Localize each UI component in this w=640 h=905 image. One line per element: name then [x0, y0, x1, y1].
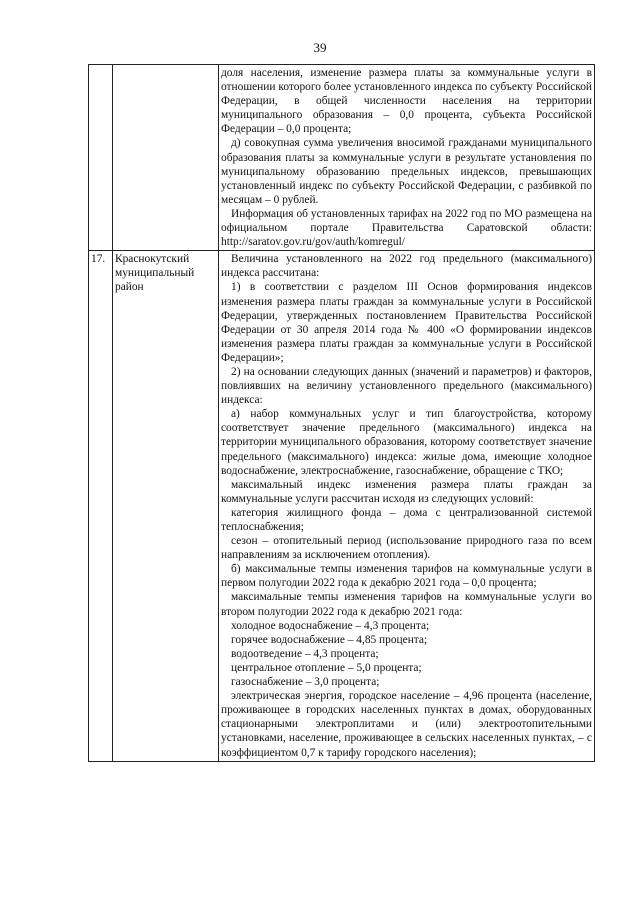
- paragraph: 2) на основании следующих данных (значений и параметров) и факторов, повлиявших на величину установленного предельного (максимального) индекса:: [221, 365, 592, 407]
- paragraph: б) максимальные темпы изменения тарифов на коммунальные услуги в первом полугодии 2022 года к декабрю 2021 года – 0,0 процента;: [221, 563, 592, 590]
- paragraph: доля населения, изменение размера платы за коммунальные услуги в отношении которого более установленного индекса по субъекту Российской Федерации, в общей численности населения на территории муниципального образования – 0,0 процента, субъекта Российской Федерации – 0,0 процента;: [221, 67, 592, 136]
- table-row: [89, 65, 595, 251]
- paragraph: сезон – отопительный период (использование природного газа по всем направлениям за исключением отопления).: [221, 535, 592, 562]
- paragraph: максимальный индекс изменения размера платы граждан за коммунальные услуги рассчитан исходя из следующих условий:: [221, 478, 592, 505]
- page-number: 39: [313, 40, 327, 55]
- district-name-cell: Краснокутский муниципальный район: [113, 251, 219, 761]
- paragraph: категория жилищного фонда – дома с централизованной системой теплоснабжения;: [221, 506, 592, 533]
- document-table: [88, 64, 595, 762]
- paragraph: а) набор коммунальных услуг и тип благоустройства, которому соответствует значение предельного (максимального) индекса на территории муниципального образования, которому соответствует значение предельного (максимального) индекса: жилые дома, имеющие холодное водоснабжение, электроснабжение, газоснабжение, обращение с ТКО;: [221, 408, 592, 477]
- district-name-cell: [113, 65, 219, 251]
- description-cell: [219, 251, 595, 761]
- paragraph: максимальные темпы изменения тарифов на коммунальные услуги во втором полугодии 2022 года к декабрю 2021 года:: [221, 591, 592, 618]
- table-row: [89, 251, 595, 761]
- row-number-cell: [89, 65, 113, 251]
- paragraph: центральное отопление – 5,0 процента;: [231, 661, 422, 674]
- paragraph: электрическая энергия, городское население – 4,96 процента (население, проживающее в городских населенных пунктах в домах, оборудованных стационарными электроплитами и (или) электроотопительными установками, население, проживающее в сельских населенных пунктах, – с коэффициентом 0,7 к тарифу городского населения);: [221, 690, 592, 759]
- paragraph: горячее водоснабжение – 4,85 процента;: [231, 633, 428, 646]
- description-cell: [219, 65, 595, 251]
- paragraph: Величина установленного на 2022 год предельного (максимального) индекса рассчитана:: [221, 253, 592, 280]
- paragraph: д) совокупная сумма увеличения вносимой гражданами муниципального образования платы за коммунальные услуги в результате установления по муниципальному образованию предельных индексов, превышающих установленный индекс по субъекту Российской Федерации, с разбивкой по месяцам – 0 рублей.: [221, 137, 592, 206]
- paragraph: холодное водоснабжение – 4,3 процента;: [231, 619, 430, 632]
- paragraph: 1) в соответствии с разделом III Основ формирования индексов изменения размера платы граждан за коммунальные услуги в Российской Федерации, утвержденных постановлением Правительства Российской Федерации от 30 апреля 2014 года № 400 «О формировании индексов изменения размера платы граждан за коммунальные услуги в Российской Федерации»;: [221, 281, 592, 364]
- paragraph: Информация об установленных тарифах на 2022 год по МО размещена на официальном портале Правительства Саратовской области: http://saratov.gov.ru/gov/auth/komregul/: [221, 207, 592, 249]
- table-body: [89, 65, 595, 762]
- paragraph: водоотведение – 4,3 процента;: [231, 647, 379, 660]
- row-number-cell: 17.: [89, 251, 113, 761]
- paragraph: газоснабжение – 3,0 процента;: [231, 676, 380, 689]
